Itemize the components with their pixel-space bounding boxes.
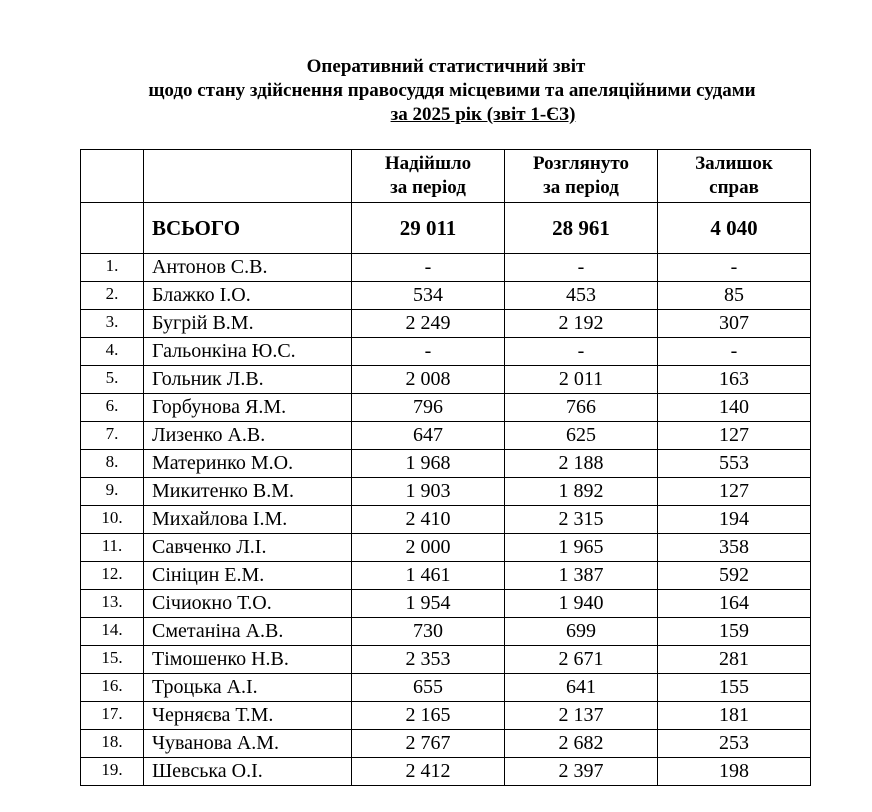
total-row <box>81 203 811 254</box>
received-value: 647 <box>352 422 505 450</box>
judge-name: Чуванова А.М. <box>144 730 352 758</box>
remaining-value: 127 <box>658 478 811 506</box>
row-number: 4. <box>81 338 144 366</box>
table-row <box>81 730 811 758</box>
judge-name: Савченко Л.І. <box>144 534 352 562</box>
table-row <box>81 590 811 618</box>
table-body <box>81 150 811 786</box>
judge-name: Гольник Л.В. <box>144 366 352 394</box>
remaining-value: 253 <box>658 730 811 758</box>
reviewed-value: 2 192 <box>505 310 658 338</box>
header-received-line1: Надійшло <box>384 153 472 174</box>
table-row <box>81 646 811 674</box>
reviewed-value: 453 <box>505 282 658 310</box>
judge-name: Гальонкіна Ю.С. <box>144 338 352 366</box>
table-row <box>81 366 811 394</box>
received-value: 2 412 <box>352 758 505 786</box>
remaining-value: 159 <box>658 618 811 646</box>
judge-name: Лизенко А.В. <box>144 422 352 450</box>
judge-name: Микитенко В.М. <box>144 478 352 506</box>
judge-name: Сініцин Е.М. <box>144 562 352 590</box>
table-row <box>81 338 811 366</box>
table-row <box>81 562 811 590</box>
judge-name: Січиокно Т.О. <box>144 590 352 618</box>
received-value: 655 <box>352 674 505 702</box>
header-remaining-line2: справ <box>709 177 759 198</box>
reviewed-value: 1 940 <box>505 590 658 618</box>
received-value: 2 000 <box>352 534 505 562</box>
row-number: 13. <box>81 590 144 618</box>
header-reviewed <box>505 150 658 203</box>
remaining-value: 194 <box>658 506 811 534</box>
received-value: 2 008 <box>352 366 505 394</box>
received-value: 2 249 <box>352 310 505 338</box>
remaining-value: 85 <box>658 282 811 310</box>
reviewed-value: 2 315 <box>505 506 658 534</box>
row-number: 12. <box>81 562 144 590</box>
header-reviewed-line2: за період <box>543 177 619 198</box>
header-received-line2: за період <box>390 177 466 198</box>
total-label: ВСЬОГО <box>144 203 352 254</box>
report-title <box>0 55 872 127</box>
reviewed-value: 1 387 <box>505 562 658 590</box>
remaining-value: 592 <box>658 562 811 590</box>
remaining-value: - <box>658 254 811 282</box>
received-value: - <box>352 254 505 282</box>
received-value: 1 903 <box>352 478 505 506</box>
table-row <box>81 450 811 478</box>
table-row <box>81 534 811 562</box>
received-value: 534 <box>352 282 505 310</box>
reviewed-value: 2 682 <box>505 730 658 758</box>
remaining-value: 198 <box>658 758 811 786</box>
judge-name: Антонов С.В. <box>144 254 352 282</box>
row-number: 15. <box>81 646 144 674</box>
remaining-value: 358 <box>658 534 811 562</box>
reviewed-value: 2 671 <box>505 646 658 674</box>
row-number: 18. <box>81 730 144 758</box>
received-value: 2 767 <box>352 730 505 758</box>
title-line-3 <box>0 103 872 127</box>
judge-name: Сметаніна А.В. <box>144 618 352 646</box>
row-number: 14. <box>81 618 144 646</box>
judge-name: Материнко М.О. <box>144 450 352 478</box>
header-num-cell <box>81 150 144 203</box>
table-row <box>81 758 811 786</box>
received-value: 1 461 <box>352 562 505 590</box>
row-number: 9. <box>81 478 144 506</box>
reviewed-value: - <box>505 254 658 282</box>
row-number: 3. <box>81 310 144 338</box>
reviewed-value: 2 188 <box>505 450 658 478</box>
title-line-2: щодо стану здійснення правосуддя місцевими та апеляційними судами <box>148 80 756 101</box>
reviewed-value: 1 965 <box>505 534 658 562</box>
header-row <box>81 150 811 203</box>
reviewed-value: 2 137 <box>505 702 658 730</box>
table-row <box>81 478 811 506</box>
row-number: 7. <box>81 422 144 450</box>
header-name-cell <box>144 150 352 203</box>
remaining-value: 155 <box>658 674 811 702</box>
received-value: 1 954 <box>352 590 505 618</box>
remaining-value: 307 <box>658 310 811 338</box>
remaining-value: 281 <box>658 646 811 674</box>
judge-name: Горбунова Я.М. <box>144 394 352 422</box>
title-line-1: Оперативний статистичний звіт <box>306 56 586 77</box>
received-value: 1 968 <box>352 450 505 478</box>
table-row <box>81 506 811 534</box>
judge-name: Троцька А.І. <box>144 674 352 702</box>
reviewed-value: 2 397 <box>505 758 658 786</box>
title-period: за 2025 рік (звіт 1-ЄЗ) <box>390 104 576 125</box>
total-reviewed: 28 961 <box>505 203 658 254</box>
received-value: 730 <box>352 618 505 646</box>
table-row <box>81 702 811 730</box>
remaining-value: 553 <box>658 450 811 478</box>
table-row <box>81 674 811 702</box>
remaining-value: 163 <box>658 366 811 394</box>
table-row <box>81 422 811 450</box>
total-received: 29 011 <box>352 203 505 254</box>
judge-name: Блажко І.О. <box>144 282 352 310</box>
row-number: 8. <box>81 450 144 478</box>
remaining-value: 140 <box>658 394 811 422</box>
received-value: - <box>352 338 505 366</box>
table-row <box>81 282 811 310</box>
row-number: 5. <box>81 366 144 394</box>
received-value: 2 353 <box>352 646 505 674</box>
reviewed-value: 766 <box>505 394 658 422</box>
received-value: 2 410 <box>352 506 505 534</box>
reviewed-value: 625 <box>505 422 658 450</box>
row-number: 6. <box>81 394 144 422</box>
row-number: 2. <box>81 282 144 310</box>
reviewed-value: - <box>505 338 658 366</box>
judge-name: Шевська О.І. <box>144 758 352 786</box>
statistics-table <box>80 149 811 786</box>
row-number: 19. <box>81 758 144 786</box>
remaining-value: 127 <box>658 422 811 450</box>
row-number: 16. <box>81 674 144 702</box>
row-number: 10. <box>81 506 144 534</box>
judge-name: Черняєва Т.М. <box>144 702 352 730</box>
table-row <box>81 310 811 338</box>
judge-name: Бугрій В.М. <box>144 310 352 338</box>
table-row <box>81 394 811 422</box>
row-number: 11. <box>81 534 144 562</box>
judge-name: Михайлова І.М. <box>144 506 352 534</box>
remaining-value: 181 <box>658 702 811 730</box>
received-value: 796 <box>352 394 505 422</box>
header-reviewed-line1: Розглянуто <box>533 153 629 174</box>
remaining-value: - <box>658 338 811 366</box>
row-number: 17. <box>81 702 144 730</box>
row-number: 1. <box>81 254 144 282</box>
header-received <box>352 150 505 203</box>
reviewed-value: 641 <box>505 674 658 702</box>
judge-name: Тімошенко Н.В. <box>144 646 352 674</box>
table-row <box>81 618 811 646</box>
reviewed-value: 699 <box>505 618 658 646</box>
table-row <box>81 254 811 282</box>
header-remaining <box>658 150 811 203</box>
total-remaining: 4 040 <box>658 203 811 254</box>
total-num-cell <box>81 203 144 254</box>
header-remaining-line1: Залишок <box>695 153 773 174</box>
remaining-value: 164 <box>658 590 811 618</box>
received-value: 2 165 <box>352 702 505 730</box>
reviewed-value: 2 011 <box>505 366 658 394</box>
reviewed-value: 1 892 <box>505 478 658 506</box>
